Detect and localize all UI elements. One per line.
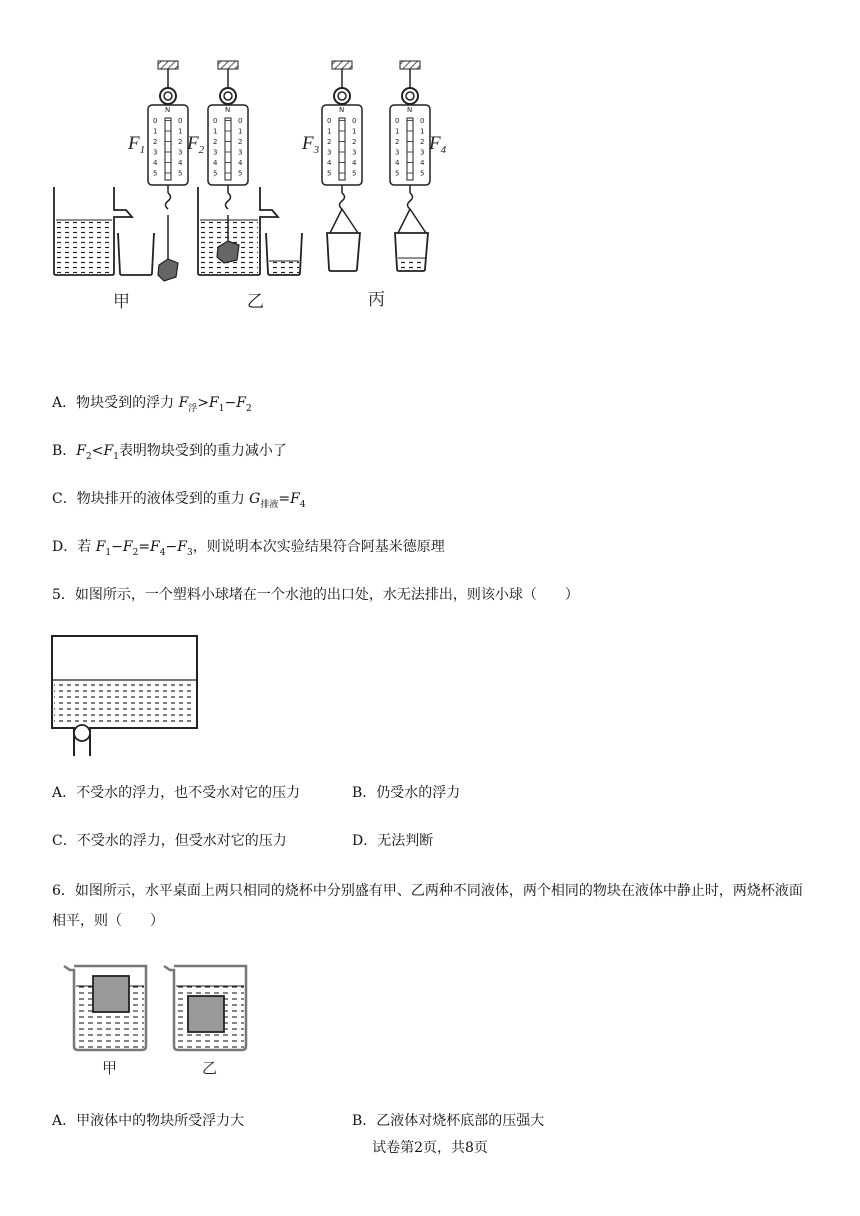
label-f4: $F_4$ bbox=[429, 133, 447, 156]
scale-tick-label: 2 bbox=[352, 138, 357, 146]
scale-tick-label: 4 bbox=[327, 159, 332, 167]
svg-text:N: N bbox=[407, 106, 413, 114]
setup-jia bbox=[54, 187, 178, 281]
scale-tick-label: 3 bbox=[352, 148, 357, 157]
scale-tick-label: 5 bbox=[327, 169, 332, 178]
scale-tick-label: 2 bbox=[327, 138, 332, 146]
scale-tick-label: 0 bbox=[395, 117, 400, 125]
q5-stem: 5．如图所示，一个塑料小球堵在一个水池的出口处，水无法排出，则该小球（ ） bbox=[52, 587, 579, 603]
pool-drain-figure bbox=[50, 634, 200, 758]
scale-tick-label: 4 bbox=[178, 159, 183, 167]
scale-tick-label: 1 bbox=[213, 127, 218, 136]
q6-option-a: A．甲液体中的物块所受浮力大 bbox=[52, 1113, 245, 1129]
scale-tick-label: 1 bbox=[238, 127, 243, 136]
buoyancy-experiment-figure bbox=[40, 55, 460, 325]
scale-tick-label: 1 bbox=[153, 127, 158, 136]
label-yi: 乙 bbox=[247, 292, 264, 312]
scale-tick-label: 0 bbox=[238, 117, 243, 125]
scale-tick-label: 0 bbox=[327, 117, 332, 125]
q5-option-d: D．无法判断 bbox=[352, 833, 434, 849]
scale-tick-label: 0 bbox=[178, 117, 183, 125]
scale-tick-label: 2 bbox=[420, 138, 425, 146]
beaker-jia bbox=[64, 966, 146, 1050]
scale-tick-label: 0 bbox=[153, 117, 158, 125]
scale-tick-label: 1 bbox=[352, 127, 357, 136]
q4-option-d: D．若 $F_1-F_2=F_4-F_3$，则说明本次实验结果符合阿基米德原理 bbox=[52, 539, 445, 558]
q4-option-a: A．物块受到的浮力 $F_浮>F_1-F_2$ bbox=[52, 395, 252, 414]
scale-tick-label: 1 bbox=[420, 127, 425, 136]
setup-bing bbox=[327, 209, 428, 271]
scale-tick-label: 1 bbox=[395, 127, 400, 136]
svg-text:N: N bbox=[225, 106, 231, 114]
two-beakers-figure bbox=[60, 960, 260, 1080]
q6-option-b: B．乙液体对烧杯底部的压强大 bbox=[352, 1113, 545, 1129]
scale-tick-label: 5 bbox=[153, 169, 158, 178]
scale-tick-label: 4 bbox=[352, 159, 357, 167]
label-beaker-yi: 乙 bbox=[202, 1059, 218, 1077]
scale-tick-label: 0 bbox=[420, 117, 425, 125]
q5-option-a: A．不受水的浮力，也不受水对它的压力 bbox=[52, 785, 301, 801]
label-f3: $F_3$ bbox=[302, 133, 320, 156]
label-jia: 甲 bbox=[113, 292, 130, 312]
scale-tick-label: 0 bbox=[352, 117, 357, 125]
page-footer: 试卷第2页，共8页 bbox=[372, 1140, 488, 1156]
scale-tick-label: 5 bbox=[178, 169, 183, 178]
scale-tick-label: 4 bbox=[395, 159, 400, 167]
q5-option-c: C．不受水的浮力，但受水对它的压力 bbox=[52, 833, 287, 849]
q6-stem: 6．如图所示，水平桌面上两只相同的烧杯中分别盛有甲、乙两种不同液体，两个相同的物块在液体中静止时，两烧杯液面相平，则（ ） bbox=[52, 883, 803, 929]
scale-tick-label: 3 bbox=[238, 148, 243, 157]
label-f1: $F_1$ bbox=[128, 133, 146, 156]
label-f2: $F_2$ bbox=[187, 133, 205, 156]
scale-tick-label: 4 bbox=[153, 159, 158, 167]
scale-tick-label: 1 bbox=[327, 127, 332, 136]
scale-tick-label: 3 bbox=[420, 148, 425, 157]
scale-tick-label: 4 bbox=[238, 159, 243, 167]
q4-option-b: B．$F_2<F_1$表明物块受到的重力减小了 bbox=[52, 443, 287, 462]
scale-tick-label: 2 bbox=[213, 138, 218, 146]
scale-tick-label: 5 bbox=[352, 169, 357, 178]
scale-tick-label: 2 bbox=[178, 138, 183, 146]
block-yi bbox=[188, 996, 224, 1032]
plastic-ball bbox=[74, 725, 90, 741]
setup-yi bbox=[198, 187, 302, 275]
scale-tick-label: 2 bbox=[153, 138, 158, 146]
scale-tick-label: 5 bbox=[213, 169, 218, 178]
scale-tick-label: 0 bbox=[213, 117, 218, 125]
scale-tick-label: 5 bbox=[420, 169, 425, 178]
scale-tick-label: 3 bbox=[395, 148, 400, 157]
scale-tick-label: 5 bbox=[238, 169, 243, 178]
label-beaker-jia: 甲 bbox=[102, 1059, 118, 1077]
scale-tick-label: 2 bbox=[395, 138, 400, 146]
block-jia bbox=[93, 976, 129, 1012]
label-bing: 丙 bbox=[368, 290, 385, 310]
q5-option-b: B．仍受水的浮力 bbox=[352, 785, 461, 801]
scale-tick-label: 4 bbox=[213, 159, 218, 167]
scale-tick-label: 4 bbox=[420, 159, 425, 167]
scale-tick-label: 5 bbox=[395, 169, 400, 178]
svg-text:N: N bbox=[339, 106, 345, 114]
scale-tick-label: 3 bbox=[178, 148, 183, 157]
scale-tick-label: 3 bbox=[213, 148, 218, 157]
svg-text:N: N bbox=[165, 106, 171, 114]
beaker-yi bbox=[164, 966, 246, 1050]
scale-tick-label: 3 bbox=[153, 148, 158, 157]
scale-tick-label: 3 bbox=[327, 148, 332, 157]
scale-tick-label: 2 bbox=[238, 138, 243, 146]
q4-option-c: C．物块排开的液体受到的重力 $G_{排液}=F_4$ bbox=[52, 491, 306, 510]
scale-tick-label: 1 bbox=[178, 127, 183, 136]
